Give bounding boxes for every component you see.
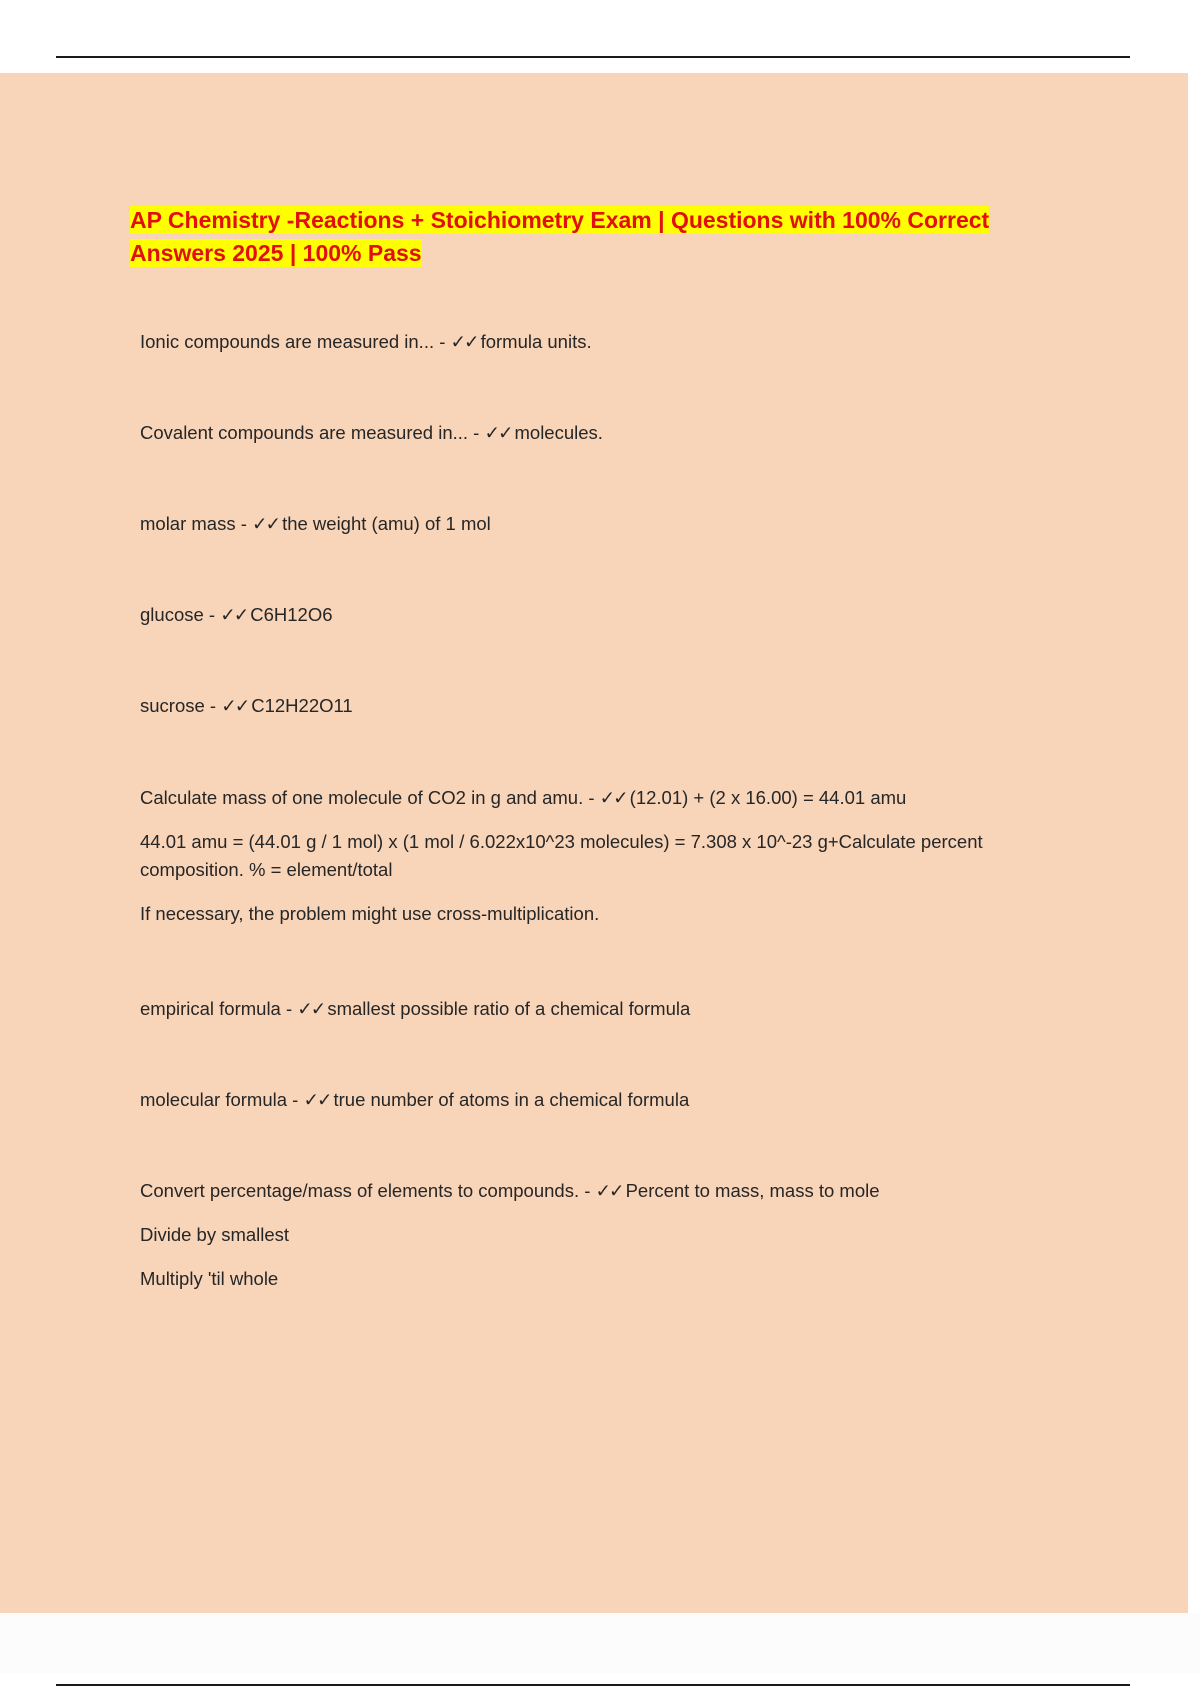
answer-text: true number of atoms in a chemical formula (333, 1089, 690, 1110)
qa-item-molecular-formula (140, 1086, 1040, 1114)
answer-text: C6H12O6 (250, 604, 333, 625)
footer-band (0, 1613, 1200, 1673)
double-check-icon: ✓✓ (221, 695, 249, 716)
answer-text: formula units. (480, 331, 592, 352)
question-text: sucrose - (140, 695, 222, 716)
qa-item-molar-mass (140, 510, 1040, 538)
document-title (130, 204, 1030, 270)
question-text: molar mass - (140, 513, 253, 534)
qa-line (140, 510, 1040, 538)
qa-item-sucrose (140, 692, 1040, 720)
qa-line (140, 1086, 1040, 1114)
question-text: Ionic compounds are measured in... - (140, 331, 451, 352)
footer-rule (56, 1684, 1130, 1686)
question-text: Covalent compounds are measured in... - (140, 422, 485, 443)
header-rule (56, 56, 1130, 58)
qa-line (140, 601, 1040, 629)
answer-text: (12.01) + (2 x 16.00) = 44.01 amu (629, 787, 907, 808)
qa-item-ionic (140, 328, 1040, 356)
answer-text: the weight (amu) of 1 mol (282, 513, 491, 534)
answer-text: molecules. (514, 422, 603, 443)
qa-item-co2-mass (140, 784, 1040, 928)
qa-extra-line: If necessary, the problem might use cross-multiplication. (140, 903, 600, 924)
answer-text: Percent to mass, mass to mole (625, 1180, 880, 1201)
double-check-icon: ✓✓ (303, 1089, 331, 1110)
double-check-icon: ✓✓ (297, 998, 325, 1019)
qa-line (140, 784, 1040, 812)
qa-line (140, 1177, 1040, 1205)
qa-line (140, 692, 1040, 720)
qa-extra-line: Divide by smallest (140, 1224, 290, 1245)
qa-line (140, 995, 1040, 1023)
question-text: Convert percentage/mass of elements to compounds. - (140, 1180, 596, 1201)
double-check-icon: ✓✓ (599, 787, 627, 808)
qa-line (140, 328, 1040, 356)
question-text: molecular formula - (140, 1089, 304, 1110)
double-check-icon: ✓✓ (595, 1180, 623, 1201)
qa-item-covalent (140, 419, 1040, 447)
question-text: empirical formula - (140, 998, 298, 1019)
qa-item-glucose (140, 601, 1040, 629)
answer-text: C12H22O11 (251, 695, 353, 716)
double-check-icon: ✓✓ (450, 331, 478, 352)
qa-extra-line: Multiply 'til whole (140, 1268, 279, 1289)
double-check-icon: ✓✓ (484, 422, 512, 443)
question-text: glucose - (140, 604, 221, 625)
double-check-icon: ✓✓ (252, 513, 280, 534)
double-check-icon: ✓✓ (220, 604, 248, 625)
question-text: Calculate mass of one molecule of CO2 in g and amu. - (140, 787, 600, 808)
qa-item-empirical-formula (140, 995, 1040, 1023)
qa-line (140, 419, 1040, 447)
document-title-text: AP Chemistry -Reactions + Stoichiometry Exam | Questions with 100% Correct Answers 2025 | 100% Pass (130, 207, 990, 266)
qa-extra-line: 44.01 amu = (44.01 g / 1 mol) x (1 mol / 6.022x10^23 molecules) = 7.308 x 10^-23 g+Calculate percent composition. % = element/total (140, 831, 983, 880)
qa-item-convert-percentage (140, 1177, 1040, 1293)
answer-text: smallest possible ratio of a chemical formula (327, 998, 691, 1019)
